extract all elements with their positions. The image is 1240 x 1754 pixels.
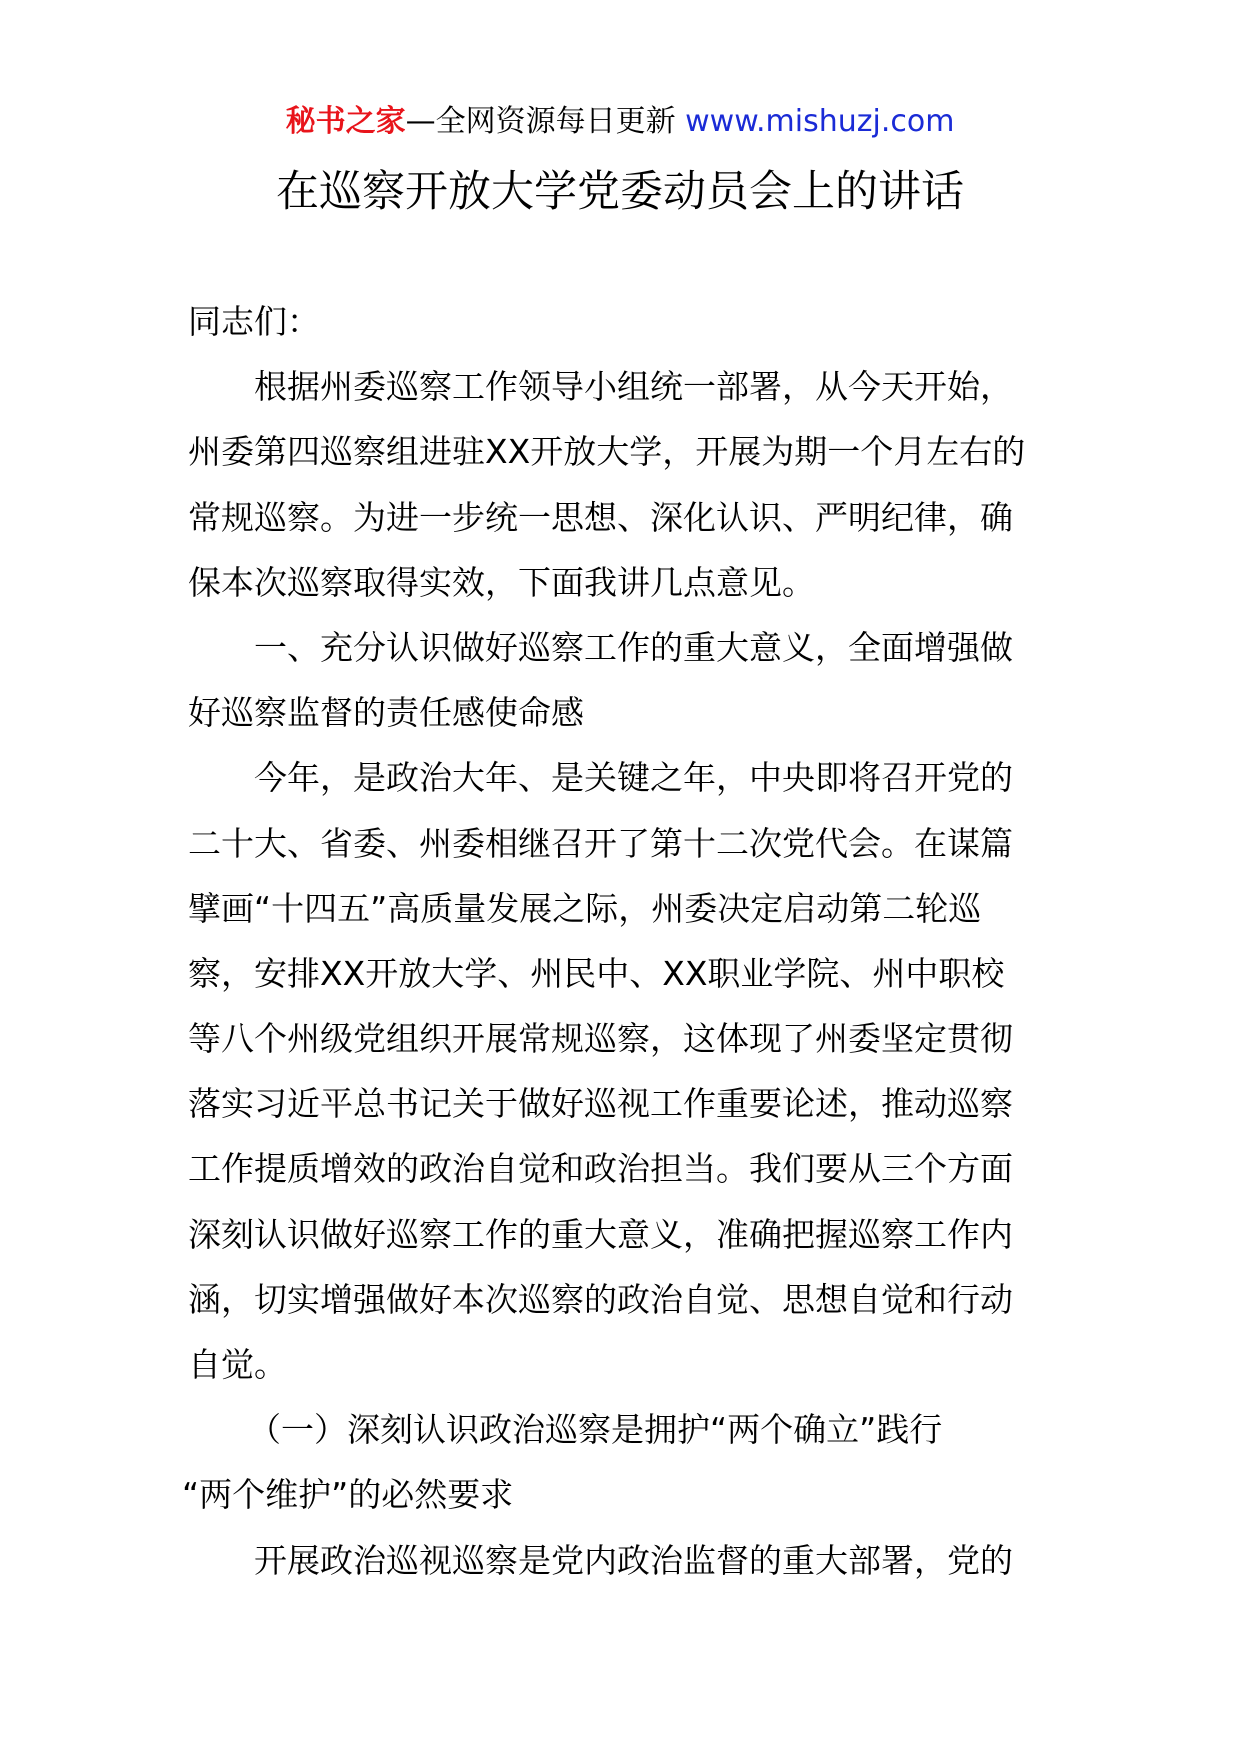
paragraph-line: 深刻认识做好巡察工作的重大意义，准确把握巡察工作内 xyxy=(188,1214,1013,1254)
paragraph-line: 察，安排XX开放大学、州民中、XX职业学院、州中职校 xyxy=(188,953,1005,993)
brand-name: 秘书之家 xyxy=(285,104,406,139)
salutation: 同志们： xyxy=(188,302,320,341)
paragraph-line: 根据州委巡察工作领导小组统一部署，从今天开始， xyxy=(254,367,1013,407)
paragraph-line: 擘画“十四五”高质量发展之际，州委决定启动第二轮巡 xyxy=(188,888,982,928)
paragraph-line: 落实习近平总书记关于做好巡视工作重要论述，推动巡察 xyxy=(188,1084,1013,1124)
section-heading-line: 好巡察监督的责任感使命感 xyxy=(188,693,584,733)
paragraph-line: 今年，是政治大年、是关键之年，中央即将召开党的 xyxy=(254,758,1013,798)
paragraph-line: 常规巡察。为进一步统一思想、深化认识、严明纪律，确 xyxy=(188,497,1013,537)
paragraph-line: 涵，切实增强做好本次巡察的政治自觉、思想自觉和行动 xyxy=(188,1279,1013,1319)
document-body xyxy=(182,296,1056,1600)
paragraph-line: 二十大、省委、州委相继召开了第十二次党代会。在谋篇 xyxy=(188,823,1013,863)
paragraph-line: 等八个州级党组织开展常规巡察，这体现了州委坚定贯彻 xyxy=(188,1019,1013,1059)
paragraph-line: 开展政治巡视巡察是党内政治监督的重大部署，党的 xyxy=(254,1540,1013,1580)
header-tagline: —全网资源每日更新 xyxy=(405,104,676,139)
section-heading-line: 一、充分认识做好巡察工作的重大意义，全面增强做 xyxy=(254,627,1013,667)
subsection-heading-line: “两个维护”的必然要求 xyxy=(182,1475,514,1515)
document-title: 在巡察开放大学党委动员会上的讲话 xyxy=(276,167,964,217)
subsection-heading-line: （一）深刻认识政治巡察是拥护“两个确立”践行 xyxy=(248,1410,943,1450)
site-url-link[interactable]: www.mishuzj.com xyxy=(685,104,955,139)
site-header xyxy=(0,100,1240,144)
paragraph-line: 工作提质增效的政治自觉和政治担当。我们要从三个方面 xyxy=(188,1149,1013,1189)
paragraph-line: 自觉。 xyxy=(188,1345,287,1384)
paragraph-line: 州委第四巡察组进驻XX开放大学，开展为期一个月左右的 xyxy=(188,432,1026,472)
paragraph-line: 保本次巡察取得实效，下面我讲几点意见。 xyxy=(188,562,815,602)
